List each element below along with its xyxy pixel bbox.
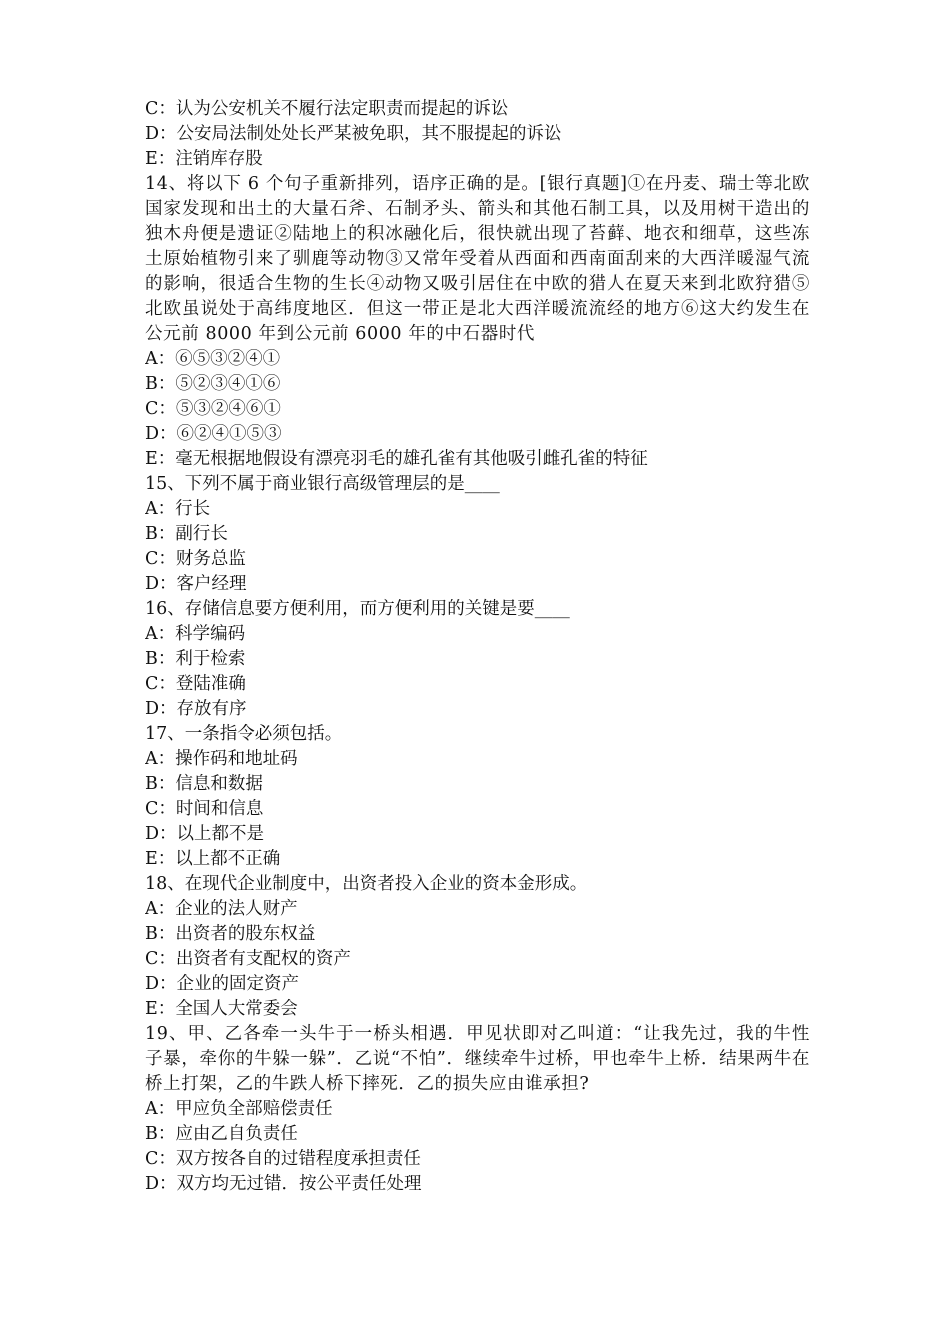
q15-option-c: C：财务总监	[145, 549, 246, 569]
question-15: 15、下列不属于商业银行高级管理层的是____	[145, 474, 500, 494]
q17-option-c: C：时间和信息	[145, 799, 264, 819]
q18-option-b: B：出资者的股东权益	[145, 924, 316, 944]
q16-option-d: D：存放有序	[145, 699, 247, 719]
q17-option-d: D：以上都不是	[145, 824, 265, 844]
q15-option-b: B：副行长	[145, 524, 228, 544]
question-19: 19、甲、乙各牵一头牛于一桥头相遇．甲见状即对乙叫道：“让我先过，我的牛性子暴，牵你的牛躲一躲”．乙说“不怕”．继续牵牛过桥，甲也牵牛上桥．结果两牛在桥上打架，乙的牛跌人桥下摔死．乙的损失应由谁承担?	[145, 1024, 810, 1094]
q16-option-b: B：利于检索	[145, 649, 246, 669]
question-17: 17、一条指令必须包括。	[145, 724, 343, 744]
question-14: 14、将以下 6 个句子重新排列，语序正确的是。[银行真题]①在丹麦、瑞士等北欧国家发现和出土的大量石斧、石制矛头、箭头和其他石制工具，以及用树干造出的独木舟便是遗证②陆地上的积冰融化后，很快就出现了苔藓、地衣和细草，这些冻土原始植物引来了驯鹿等动物③又常年受着从西面和西南面刮来的大西洋暖湿气流的影响，很适合生物的生长④动物又吸引居住在中欧的猎人在夏天来到北欧狩猎⑤北欧虽说处于高纬度地区．但这一带正是北大西洋暖流流经的地方⑥这大约发生在公元前 8000 年到公元前 6000 年的中石器时代	[145, 174, 810, 344]
option-c-text: C：认为公安机关不履行法定职责而提起的诉讼	[145, 99, 509, 119]
option-d-text: D：公安局法制处处长严某被免职，其不服提起的诉讼	[145, 124, 562, 144]
q18-option-d: D：企业的固定资产	[145, 974, 300, 994]
q18-option-a: A：企业的法人财产	[145, 899, 298, 919]
question-16: 16、存储信息要方便利用，而方便利用的关键是要____	[145, 599, 570, 619]
q17-option-e: E：以上都不正确	[145, 849, 281, 869]
q15-option-d: D：客户经理	[145, 574, 247, 594]
q19-option-b: B：应由乙自负责任	[145, 1124, 298, 1144]
q17-option-a: A：操作码和地址码	[145, 749, 298, 769]
q14-option-b: B：⑤②③④①⑥	[145, 374, 281, 394]
q14-option-e: E：毫无根据地假设有漂亮羽毛的雄孔雀有其他吸引雌孔雀的特征	[145, 449, 648, 469]
document-body	[145, 97, 810, 1197]
q14-option-c: C：⑤③②④⑥①	[145, 399, 281, 419]
q19-option-d: D：双方均无过错．按公平责任处理	[145, 1174, 422, 1194]
q16-option-a: A：科学编码	[145, 624, 246, 644]
q15-option-a: A：行长	[145, 499, 211, 519]
q17-option-b: B：信息和数据	[145, 774, 263, 794]
q19-option-a: A：甲应负全部赔偿责任	[145, 1099, 333, 1119]
q14-option-a: A：⑥⑤③②④①	[145, 349, 281, 369]
q19-option-c: C：双方按各自的过错程度承担责任	[145, 1149, 421, 1169]
q14-option-d: D：⑥②④①⑤③	[145, 424, 282, 444]
option-e-text: E：注销库存股	[145, 149, 263, 169]
question-18: 18、在现代企业制度中，出资者投入企业的资本金形成。	[145, 874, 588, 894]
q16-option-c: C：登陆准确	[145, 674, 246, 694]
q18-option-e: E：全国人大常委会	[145, 999, 298, 1019]
q18-option-c: C：出资者有支配权的资产	[145, 949, 351, 969]
